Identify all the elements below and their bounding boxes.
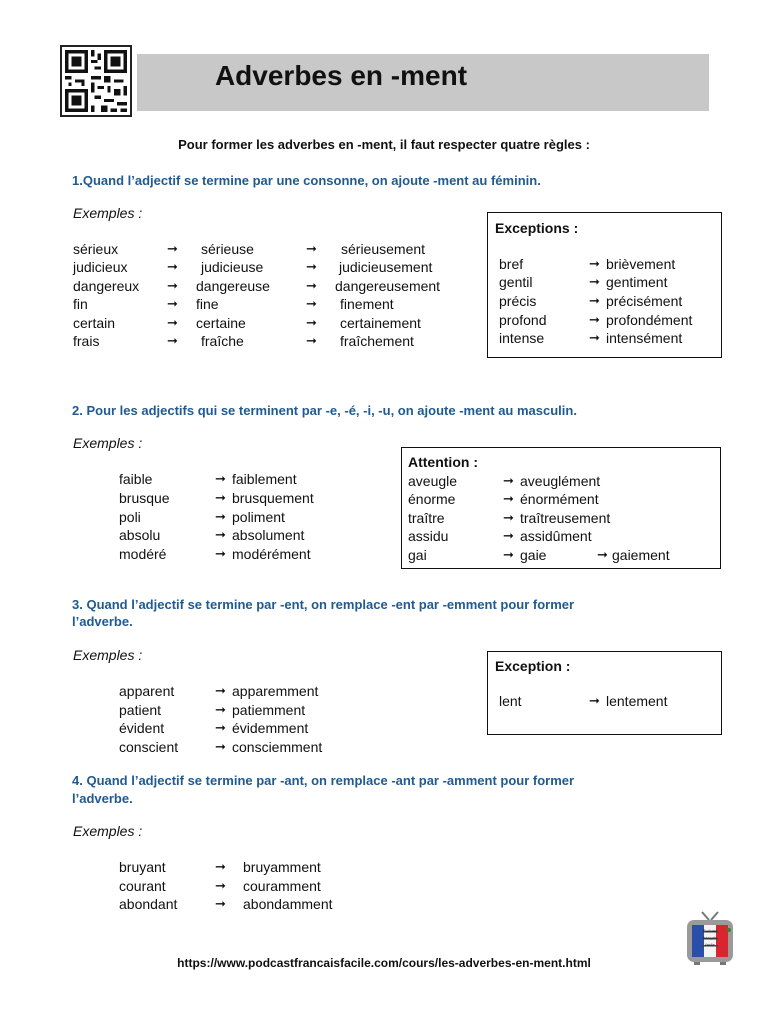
s2-adv: brusquement <box>232 490 314 506</box>
s2-adv: absolument <box>232 527 305 543</box>
attention-adv: assidûment <box>520 528 592 544</box>
arrow-icon: ➞ <box>589 330 600 345</box>
s3-adv: apparemment <box>232 683 319 699</box>
s3-adv: patiemment <box>232 702 306 718</box>
arrow-icon: ➞ <box>306 259 317 274</box>
arrow-icon: ➞ <box>306 241 317 256</box>
attention-adj: énorme <box>408 491 456 507</box>
arrow-icon: ➞ <box>215 878 226 893</box>
arrow-icon: ➞ <box>589 693 600 708</box>
s3-adj: évident <box>119 720 165 736</box>
arrow-icon: ➞ <box>167 315 178 330</box>
s1-fem: fine <box>196 296 219 312</box>
examples-label-2: Exemples : <box>73 435 143 451</box>
examples-label-3: Exemples : <box>73 647 143 663</box>
arrow-icon: ➞ <box>167 278 178 293</box>
page-title: Adverbes en -ment <box>214 60 468 91</box>
arrow-icon: ➞ <box>215 739 226 754</box>
arrow-icon: ➞ <box>167 241 178 256</box>
exception-adj: lent <box>499 693 522 709</box>
arrow-icon: ➞ <box>167 333 178 348</box>
arrow-icon: ➞ <box>589 293 600 308</box>
arrow-icon: ➞ <box>215 509 226 524</box>
rule-3-cont: l’adverbe. <box>72 614 133 629</box>
arrow-icon: ➞ <box>503 547 514 562</box>
s1-adj: judicieux <box>73 259 128 275</box>
exception-adv: lentement <box>606 693 668 709</box>
s3-adj: patient <box>119 702 162 718</box>
s1-adj: sérieux <box>73 241 119 257</box>
s1-adv: finement <box>340 296 394 312</box>
exception-adj: profond <box>499 312 547 328</box>
s1-fem: dangereuse <box>196 278 270 294</box>
attention-adv: gaie <box>520 547 547 563</box>
s1-adv: dangereusement <box>335 278 441 294</box>
s3-adj: apparent <box>119 683 175 699</box>
exception-adv: précisément <box>606 293 683 309</box>
arrow-icon: ➞ <box>215 702 226 717</box>
s1-fem: sérieuse <box>201 241 254 257</box>
intro-text: Pour former les adverbes en -ment, il faut respecter quatre règles : <box>178 137 590 152</box>
s3-adv: consciemment <box>232 739 323 755</box>
arrow-icon: ➞ <box>589 274 600 289</box>
arrow-icon: ➞ <box>306 315 317 330</box>
rule-3: 3. Quand l’adjectif se termine par -ent, on remplace -ent par -emment pour former <box>72 597 575 612</box>
exception-title: Exception : <box>495 658 571 674</box>
s1-adj: frais <box>73 333 100 349</box>
arrow-icon: ➞ <box>215 527 226 542</box>
arrow-icon: ➞ <box>167 259 178 274</box>
rule-4-cont: l’adverbe. <box>72 791 133 806</box>
s4-adv: couramment <box>243 878 321 894</box>
s4-adv: bruyamment <box>243 859 321 875</box>
s2-adj: poli <box>119 509 141 525</box>
s1-fem: certaine <box>196 315 246 331</box>
attention-adv: aveuglément <box>520 473 601 489</box>
s2-adj: modéré <box>119 546 167 562</box>
s1-adv: judicieusement <box>339 259 433 275</box>
arrow-icon: ➞ <box>215 896 226 911</box>
exception-adj: précis <box>499 293 537 309</box>
arrow-icon: ➞ <box>597 547 608 562</box>
s2-adj: faible <box>119 471 153 487</box>
s2-adv: modérément <box>232 546 311 562</box>
footer-url-link[interactable]: https://www.podcastfrancaisfacile.com/cours/les-adverbes-en-ment.html <box>177 956 591 970</box>
s1-adv: sérieusement <box>341 241 426 257</box>
s4-adv: abondamment <box>243 896 333 912</box>
rule-2: 2. Pour les adjectifs qui se terminent par -e, -é, -i, -u, on ajoute -ment au masculin. <box>72 403 577 418</box>
exception-adj: bref <box>499 256 524 272</box>
s2-adj: brusque <box>119 490 170 506</box>
qr-code-icon <box>62 47 130 115</box>
qr-code <box>60 45 132 117</box>
arrow-icon: ➞ <box>167 296 178 311</box>
s3-adj: conscient <box>119 739 179 755</box>
arrow-icon: ➞ <box>215 546 226 561</box>
arrow-icon: ➞ <box>215 490 226 505</box>
s1-adj: dangereux <box>73 278 140 294</box>
arrow-icon: ➞ <box>503 491 514 506</box>
s1-adv: fraîchement <box>340 333 414 349</box>
s4-adj: abondant <box>119 896 178 912</box>
exceptions-title: Exceptions : <box>495 220 579 236</box>
s3-adv: évidemment <box>232 720 309 736</box>
s1-fem: judicieuse <box>201 259 264 275</box>
exception-adv: gentiment <box>606 274 668 290</box>
arrow-icon: ➞ <box>215 683 226 698</box>
s2-adv: poliment <box>232 509 285 525</box>
arrow-icon: ➞ <box>306 278 317 293</box>
examples-label-1: Exemples : <box>73 205 143 221</box>
logo-text: Podcast français facile <box>702 928 718 947</box>
arrow-icon: ➞ <box>306 333 317 348</box>
arrow-icon: ➞ <box>503 473 514 488</box>
arrow-icon: ➞ <box>215 859 226 874</box>
exception-adv: profondément <box>606 312 693 328</box>
attention-adj: aveugle <box>408 473 458 489</box>
arrow-icon: ➞ <box>503 510 514 525</box>
exception-adj: gentil <box>499 274 533 290</box>
rule-4: 4. Quand l’adjectif se termine par -ant, on remplace -ant par -amment pour former <box>72 773 575 788</box>
rule-1: 1.Quand l’adjectif se termine par une consonne, on ajoute -ment au féminin. <box>72 173 541 188</box>
arrow-icon: ➞ <box>306 296 317 311</box>
arrow-icon: ➞ <box>503 528 514 543</box>
s4-adj: bruyant <box>119 859 166 875</box>
arrow-icon: ➞ <box>215 471 226 486</box>
exception-adv: brièvement <box>606 256 676 272</box>
attention-adv: traîtreusement <box>520 510 611 526</box>
examples-label-4: Exemples : <box>73 823 143 839</box>
exception-adj: intense <box>499 330 545 346</box>
s2-adv: faiblement <box>232 471 297 487</box>
exception-adv: intensément <box>606 330 683 346</box>
s1-adj: certain <box>73 315 116 331</box>
attention-adj: gai <box>408 547 427 563</box>
s1-adj: fin <box>73 296 88 312</box>
s1-adv: certainement <box>340 315 421 331</box>
attention-adv-2: gaiement <box>612 547 670 563</box>
attention-adj: traître <box>408 510 445 526</box>
attention-adj: assidu <box>408 528 449 544</box>
s1-fem: fraîche <box>201 333 244 349</box>
arrow-icon: ➞ <box>215 720 226 735</box>
s2-adj: absolu <box>119 527 161 543</box>
arrow-icon: ➞ <box>589 256 600 271</box>
attention-title: Attention : <box>408 454 478 470</box>
s4-adj: courant <box>119 878 166 894</box>
arrow-icon: ➞ <box>589 312 600 327</box>
attention-adv: énormément <box>520 491 599 507</box>
